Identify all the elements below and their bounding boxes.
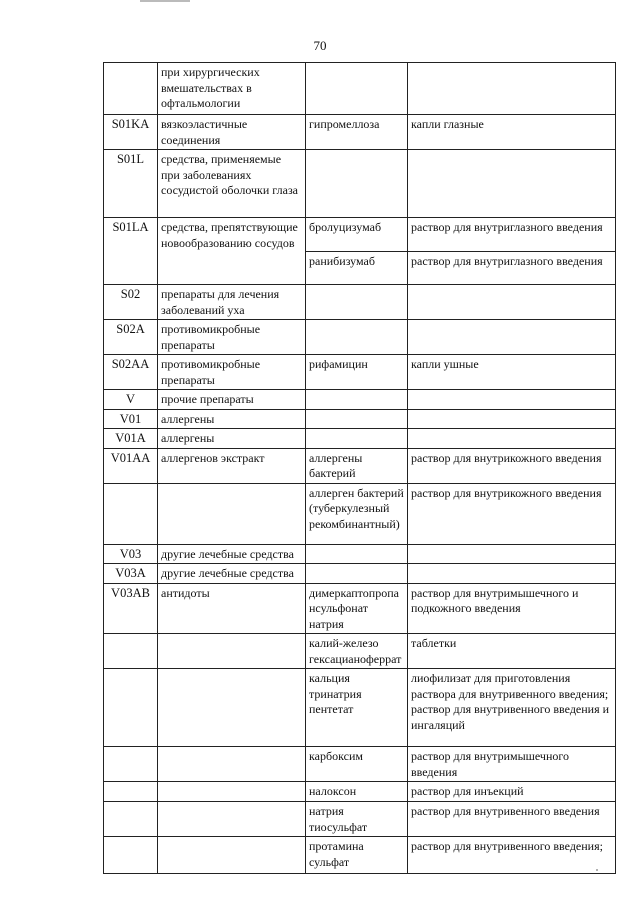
dosage-form-cell: [408, 63, 616, 115]
dosage-form-cell: таблетки: [408, 634, 616, 669]
atc-code-cell: V01: [104, 409, 158, 429]
drug-cell: [306, 320, 408, 355]
table-row: [104, 320, 616, 355]
drug-cell: рифамицин: [306, 355, 408, 390]
drug-cell: [306, 150, 408, 218]
table-row: [104, 747, 616, 782]
atc-code-cell: V03AB: [104, 583, 158, 634]
atc-code-cell: [104, 669, 158, 747]
group-name-cell: аллергены: [158, 409, 306, 429]
dosage-form: раствор для внутриглазного введения: [408, 251, 615, 284]
group-name-cell: вязкоэластичные соединения: [158, 115, 306, 150]
drug-cell: [306, 409, 408, 429]
table-row: [104, 669, 616, 747]
drug-cell: калий-железо гексацианоферрат: [306, 634, 408, 669]
atc-code-cell: [104, 747, 158, 782]
table-row: [104, 634, 616, 669]
group-name-cell: другие лечебные средства: [158, 564, 306, 584]
drug-name: бролуцизумаб: [309, 220, 382, 234]
drug-cell: кальция тринатрия пентетат: [306, 669, 408, 747]
atc-code-cell: S01LA: [104, 218, 158, 285]
atc-code-cell: [104, 782, 158, 802]
table-row: [104, 63, 616, 115]
group-name-cell: при хирургических вмешательствах в офтальмологии: [158, 63, 306, 115]
group-name-cell: [158, 483, 306, 544]
dosage-form-cell: раствор для внутримышечного введения: [408, 747, 616, 782]
drug-cell: аллерген бактерий (туберкулезный рекомбинантный): [306, 483, 408, 544]
page-number: 70: [313, 38, 327, 53]
table-row: [104, 448, 616, 483]
dosage-form-cell: раствор для внутривенного введения: [408, 802, 616, 837]
drug-cell: [306, 218, 408, 285]
drug-cell: гипромеллоза: [306, 115, 408, 150]
drug-cell: налоксон: [306, 782, 408, 802]
atc-code-cell: [104, 483, 158, 544]
atc-code-cell: V03A: [104, 564, 158, 584]
drug-table: [103, 62, 616, 874]
group-name-cell: прочие препараты: [158, 390, 306, 410]
atc-code-cell: [104, 802, 158, 837]
dosage-form-cell: [408, 429, 616, 449]
atc-code-cell: V: [104, 390, 158, 410]
atc-code-cell: S02: [104, 285, 158, 320]
drug-cell: [306, 285, 408, 320]
atc-code-cell: S02AA: [104, 355, 158, 390]
dosage-form-cell: [408, 218, 616, 285]
dosage-form-cell: капли ушные: [408, 355, 616, 390]
atc-code-cell: [104, 634, 158, 669]
drug-cell: натрия тиосульфат: [306, 802, 408, 837]
dosage-form-cell: раствор для внутрикожного введения: [408, 483, 616, 544]
group-name-cell: антидоты: [158, 583, 306, 634]
group-name-cell: аллергены: [158, 429, 306, 449]
table-row: [104, 564, 616, 584]
dosage-form-cell: [408, 320, 616, 355]
table-row: [104, 837, 616, 874]
drug-cell: [306, 390, 408, 410]
atc-code-cell: V03: [104, 544, 158, 564]
drug-cell: аллергены бактерий: [306, 448, 408, 483]
group-name-cell: [158, 747, 306, 782]
table-row: [104, 429, 616, 449]
group-name-cell: противомикробные препараты: [158, 355, 306, 390]
group-name-cell: противомикробные препараты: [158, 320, 306, 355]
atc-code-cell: S01L: [104, 150, 158, 218]
dosage-form-cell: [408, 285, 616, 320]
drug-cell: [306, 63, 408, 115]
table-row: [104, 115, 616, 150]
table-row: [104, 285, 616, 320]
table-row: [104, 390, 616, 410]
table-row: [104, 802, 616, 837]
group-name-cell: препараты для лечения заболеваний уха: [158, 285, 306, 320]
atc-code-cell: S01KA: [104, 115, 158, 150]
group-name-cell: средства, препятствующие новообразованию сосудов: [158, 218, 306, 285]
table-row: [104, 150, 616, 218]
drug-cell: димеркаптопропансульфонат натрия: [306, 583, 408, 634]
group-name-cell: аллергенов экстракт: [158, 448, 306, 483]
group-name-cell: [158, 802, 306, 837]
table-row: [104, 218, 616, 285]
atc-code-cell: S02A: [104, 320, 158, 355]
table-row: [104, 483, 616, 544]
dosage-form-cell: [408, 150, 616, 218]
atc-code-cell: [104, 837, 158, 874]
group-name-cell: другие лечебные средства: [158, 544, 306, 564]
scan-artifact: [140, 0, 190, 2]
drug-cell: карбоксим: [306, 747, 408, 782]
drug-cell: [306, 429, 408, 449]
atc-code-cell: V01A: [104, 429, 158, 449]
table-body: [104, 63, 616, 874]
drug-cell: протамина сульфат: [306, 837, 408, 874]
group-name-cell: средства, применяемые при заболеваниях сосудистой оболочки глаза: [158, 150, 306, 218]
group-name-cell: [158, 634, 306, 669]
dosage-form-cell: раствор для инъекций: [408, 782, 616, 802]
table-row: [104, 782, 616, 802]
group-name-cell: [158, 837, 306, 874]
dosage-form-cell: лиофилизат для приготовления раствора для внутривенного введения; раствор для внутривенного введения и ингаляций: [408, 669, 616, 747]
table-row: [104, 544, 616, 564]
dosage-form-cell: раствор для внутривенного введения;: [408, 837, 616, 874]
table-row: [104, 583, 616, 634]
table-row: [104, 355, 616, 390]
dosage-form-cell: раствор для внутрикожного введения: [408, 448, 616, 483]
dosage-form-cell: [408, 390, 616, 410]
dosage-form-cell: раствор для внутримышечного и подкожного введения: [408, 583, 616, 634]
atc-code-cell: [104, 63, 158, 115]
dosage-form-cell: [408, 564, 616, 584]
drug-cell: [306, 564, 408, 584]
drug-cell: [306, 544, 408, 564]
atc-code-cell: V01AA: [104, 448, 158, 483]
dosage-form-cell: [408, 409, 616, 429]
group-name-cell: [158, 782, 306, 802]
scan-dot: [596, 869, 598, 871]
table-row: [104, 409, 616, 429]
drug-name: ранибизумаб: [306, 251, 407, 284]
group-name-cell: [158, 669, 306, 747]
dosage-form-cell: капли глазные: [408, 115, 616, 150]
dosage-form-cell: [408, 544, 616, 564]
dosage-form: раствор для внутриглазного введения: [411, 220, 603, 234]
